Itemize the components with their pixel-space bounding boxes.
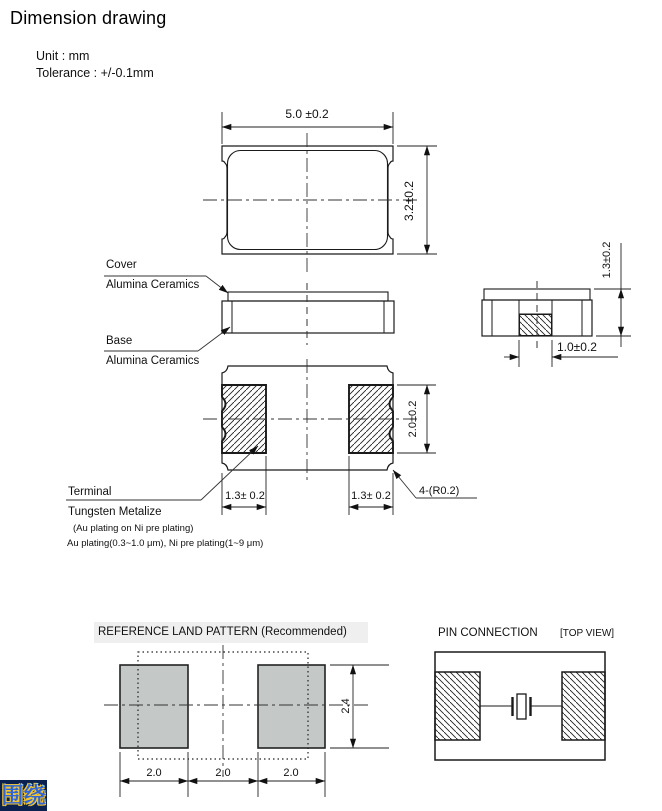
watermark-text: 围绕 <box>1 782 46 808</box>
pin-connection-title: PIN CONNECTION <box>438 627 538 639</box>
dim-bottom-left-pad-width: 1.3± 0.2 <box>225 490 265 502</box>
dim-bottom-pad-height: 2.0±0.2 <box>407 400 419 438</box>
watermark-logo <box>0 780 47 811</box>
label-base-material: Alumina Ceramics <box>106 355 200 367</box>
note-au-plating: (Au plating on Ni pre plating) <box>73 523 194 534</box>
pin-connection-drawing <box>435 652 605 760</box>
label-cover-material: Alumina Ceramics <box>106 279 200 291</box>
label-tungsten-metalize: Tungsten Metalize <box>68 506 162 518</box>
label-base: Base <box>106 335 133 347</box>
pin-connection-right-pad <box>562 672 605 740</box>
end-view-center-pad-hatch <box>520 315 552 336</box>
land-pattern-left-pad <box>120 665 188 748</box>
dim-land-height: 2.4 <box>340 698 352 714</box>
dim-end-height: 1.3±0.2 <box>601 241 613 279</box>
page-title: Dimension drawing <box>10 8 167 28</box>
bottom-view-pad-width-dimensions <box>222 456 393 515</box>
note-corner-radius: 4-(R0.2) <box>419 485 460 497</box>
dim-land-gap-width: 2.0 <box>215 767 231 779</box>
dim-end-pad-width: 1.0±0.2 <box>557 340 597 354</box>
label-cover: Cover <box>106 259 137 271</box>
note-plating-thickness: Au plating(0.3~1.0 μm), Ni pre plating(1~9 μm) <box>67 538 264 549</box>
land-pattern-right-pad <box>258 665 325 748</box>
crystal-symbol <box>513 694 531 719</box>
pin-connection-view-note: [TOP VIEW] <box>560 628 615 639</box>
land-pattern-title: REFERENCE LAND PATTERN (Recommended) <box>98 626 347 638</box>
land-pattern-height-dimension <box>330 665 389 748</box>
dim-top-height: 3.2±0.2 <box>402 181 416 221</box>
dim-bottom-right-pad-width: 1.3± 0.2 <box>351 490 391 502</box>
unit-note: Unit : mm <box>36 49 90 63</box>
dim-land-pad2-width: 2.0 <box>283 767 299 779</box>
label-terminal: Terminal <box>68 486 112 498</box>
dim-land-pad1-width: 2.0 <box>146 767 162 779</box>
tolerance-note: Tolerance : +/-0.1mm <box>36 66 154 80</box>
dim-top-width: 5.0 ±0.2 <box>285 107 329 121</box>
pin-connection-left-pad <box>435 672 480 740</box>
